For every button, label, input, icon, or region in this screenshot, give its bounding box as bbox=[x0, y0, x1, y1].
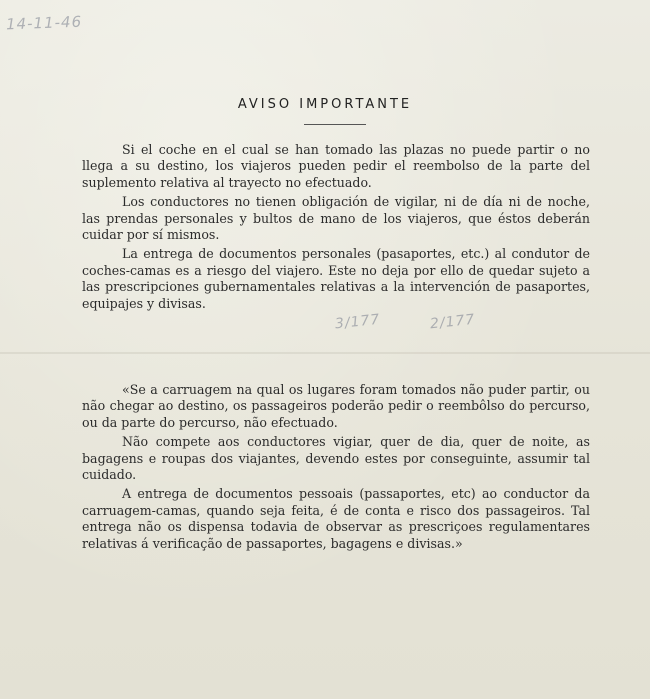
spanish-paragraph: La entrega de documentos personales (pasaportes, etc.) al condutor de coches-camas es a riesgo del viajero. Este no deja por ello de quedar sujeto a las prescripciones gubernamentales relativas a la intervención de pasaportes, equipajes y divisas. bbox=[82, 246, 590, 311]
pencil-number-note: 2/177 bbox=[429, 311, 477, 333]
notice-title: AVISO IMPORTANTE bbox=[237, 97, 413, 112]
portuguese-paragraph: Não compete aos conductores vigiar, quer de dia, quer de noite, as bagagens e roupas dos viajantes, devendo estes por conseguinte, assumir tal cuidado. bbox=[82, 434, 590, 483]
spanish-paragraph: Los conductores no tienen obligación de vigilar, ni de día ni de noche, las prendas personales y bultos de mano de los viajeros, que éstos deberán cuidar por sí mismos. bbox=[82, 194, 590, 243]
portuguese-paragraph: «Se a carruagem na qual os lugares foram tomados não puder partir, ou não chegar ao destino, os passageiros poderão pedir o reembôlso do percurso, ou da parte do percurso, não efectuado. bbox=[82, 382, 590, 430]
spanish-section bbox=[82, 142, 590, 315]
title-underline bbox=[304, 124, 366, 125]
portuguese-paragraph: A entrega de documentos pessoais (passaportes, etc) ao conductor da carruagem-camas, quando seja feita, é de conta e risco dos passageiros. Tal entrega não os dispensa todavia de observar as prescriçoes regulamentares relativas á verificação de passaportes, bagagens e divisas.» bbox=[82, 486, 590, 551]
pencil-date-note: 14-11-46 bbox=[5, 12, 83, 34]
pencil-number-note: 3/177 bbox=[334, 311, 382, 333]
paper-fold bbox=[0, 352, 650, 354]
spanish-paragraph: Si el coche en el cual se han tomado las plazas no puede partir o no llega a su destino, los viajeros pueden pedir el reembolso de la parte del suplemento relativa al trayecto no efectuado. bbox=[82, 142, 590, 190]
portuguese-section bbox=[82, 382, 590, 555]
